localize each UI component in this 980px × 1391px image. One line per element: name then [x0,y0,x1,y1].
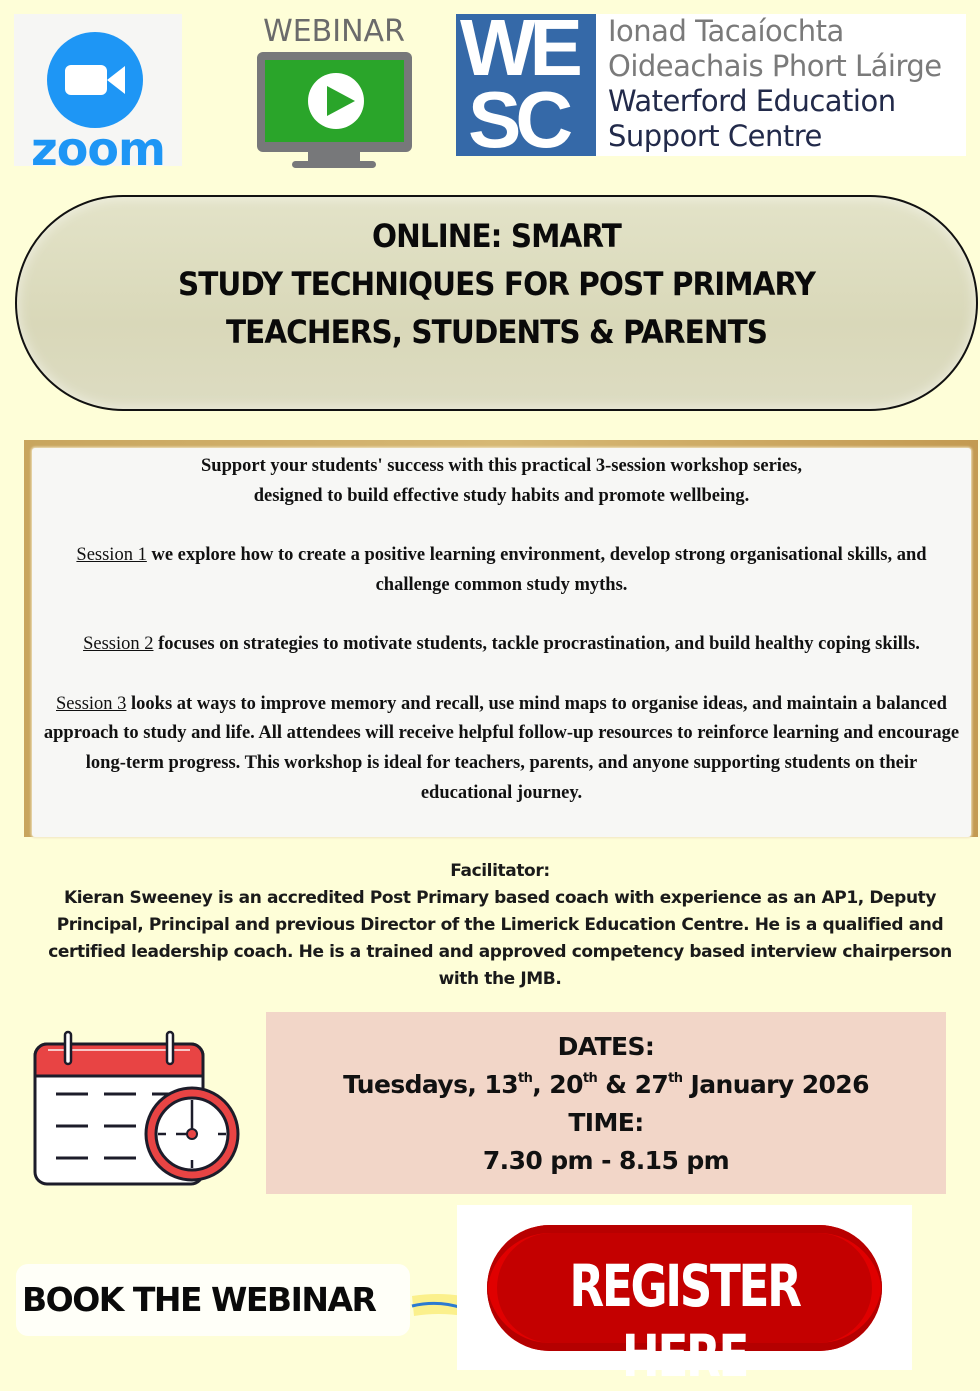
session-2-label: Session 2 [83,634,154,655]
monitor-icon [257,52,412,152]
zoom-camera-icon [47,32,143,128]
zoom-logo [14,14,182,176]
session-3-text: Session 3 looks at ways to improve memory and recall, use mind maps to organise ideas, and maintain a balanced approach to study and life. All attendees will receive helpful follow-up resources to reinforce learning and encourage long-term progress. This workshop is ideal for teachers, parents, and anyone supporting students on their educational journey. [43,693,960,803]
wesc-irish-line-1: Ionad Tacaíochta [608,14,844,48]
facilitator-section [30,858,970,993]
description-frame [24,440,978,837]
schedule-box [266,1012,946,1194]
dates-label: DATES: [557,1032,655,1061]
calendar-clock-icon [32,1030,242,1190]
register-panel [457,1205,912,1390]
session-2-text: Session 2 focuses on strategies to motivate students, tackle procrastination, and build healthy coping skills. [83,634,920,655]
register-here-button[interactable]: REGISTER HERE [487,1225,882,1351]
title-line-2: STUDY TECHNIQUES FOR POST PRIMARY [177,265,816,303]
dates-value: Tuesdays, 13th, 20th & 27th January 2026 [343,1070,869,1099]
wesc-english-line-2: Support Centre [608,119,822,153]
intro-line-2: designed to build effective study habits and promote wellbeing. [253,485,750,506]
title-banner [15,195,978,411]
facilitator-bio: Kieran Sweeney is an accredited Post Primary based coach with experience as an AP1, Deputy Principal, Principal and previous Director of the Limerick Education Centre. He is a qualified and certified leadership coach. He is a trained and approved competency based interview chairperson with the JMB. [48,888,952,989]
facilitator-heading: Facilitator: [450,861,550,881]
intro-line-1: Support your students' success with this practical 3-session workshop series, [201,456,802,476]
time-value: 7.30 pm - 8.15 pm [482,1146,730,1175]
wesc-logo [456,3,966,164]
description-panel [32,448,971,837]
zoom-wordmark: zoom [31,122,165,176]
session-3-label: Session 3 [56,693,127,714]
webinar-logo [255,14,413,169]
wesc-english-line-1: Waterford Education [608,84,896,118]
title-line-1: ONLINE: SMART [372,217,621,255]
session-1-label: Session 1 [76,545,147,566]
webinar-label: WEBINAR [263,14,405,49]
wesc-irish-line-2: Oideachais Phort Láirge [608,49,942,83]
session-1-text: Session 1 we explore how to create a positive learning environment, develop strong organisational skills, and challenge common study myths. [76,545,927,595]
play-icon [308,73,364,129]
title-line-3: TEACHERS, STUDENTS & PARENTS [225,313,768,351]
wesc-mark: WE SC [456,14,596,156]
book-webinar-label: BOOK THE WEBINAR [16,1264,410,1336]
time-label: TIME: [568,1108,644,1137]
